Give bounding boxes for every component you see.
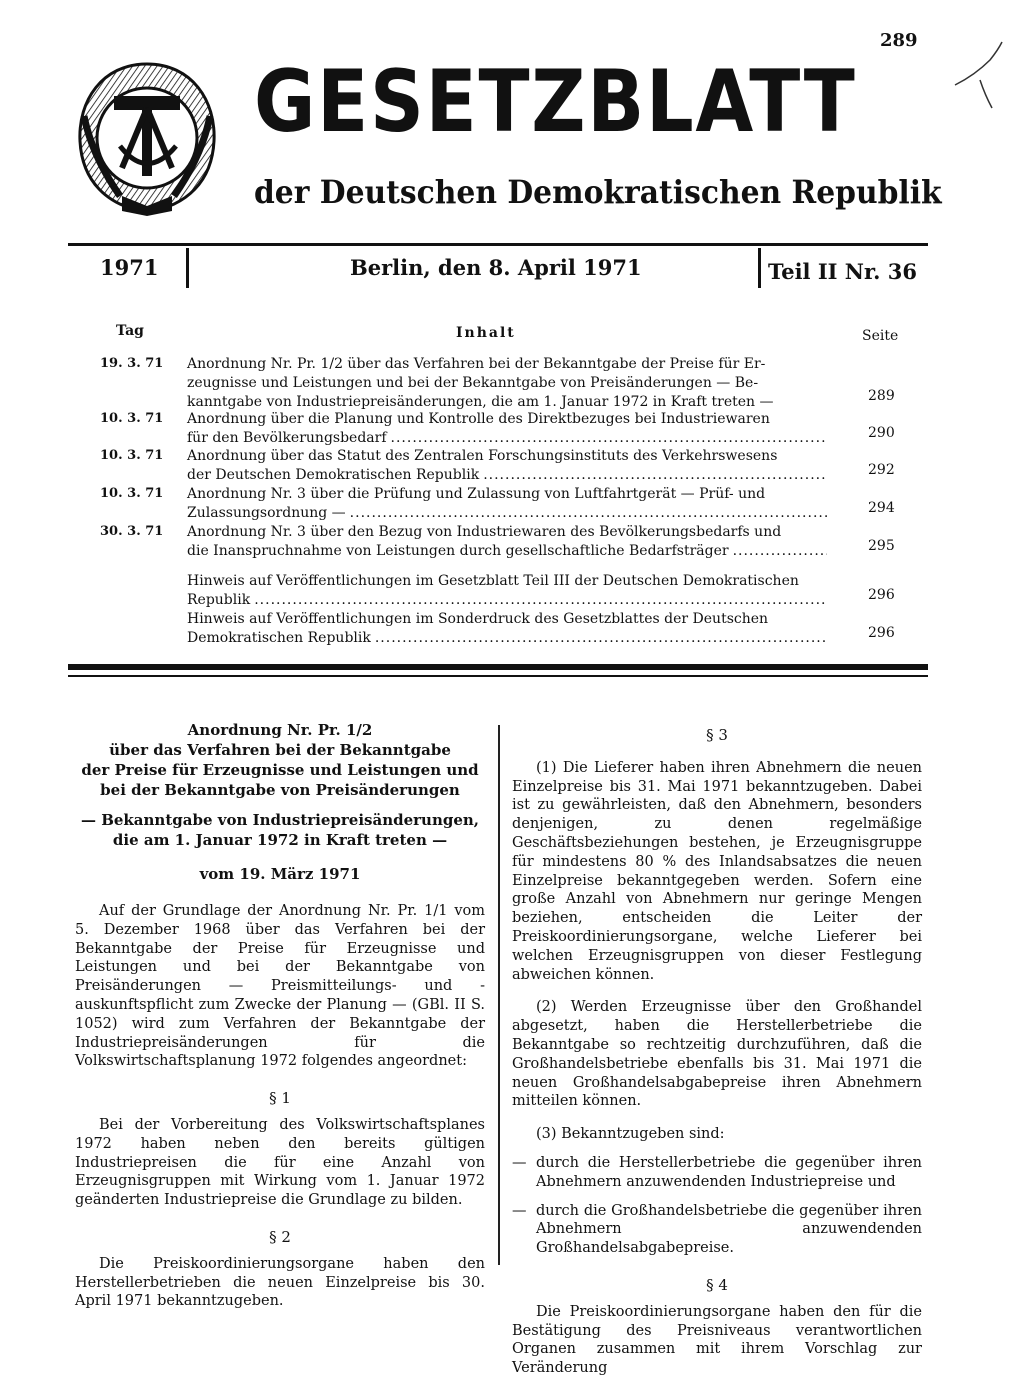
- article-title-line: bei der Bekanntgabe von Preisänderungen: [100, 781, 460, 799]
- toc-entry-line: für den Bevölkerungsbedarf: [187, 429, 387, 446]
- toc-entry-line: kanntgabe von Industriepreisänderungen, die am 1. Januar 1972 in Kraft treten —: [187, 393, 774, 410]
- page-number: 289: [880, 30, 918, 51]
- toc-entry-line: Republik: [187, 591, 251, 608]
- header-rule: [68, 243, 928, 246]
- toc-entry-page: 295: [868, 538, 895, 554]
- toc-entry-date: 10. 3. 71: [100, 411, 164, 426]
- article-subtitle-line: — Bekanntgabe von Industriepreisänderungen,: [80, 811, 480, 829]
- article-date: vom 19. März 1971: [199, 865, 361, 883]
- list-item: [512, 1154, 922, 1192]
- toc-column-contents: Inhalt: [456, 325, 516, 341]
- toc-entry-line: Hinweis auf Veröffentlichungen im Gesetzblatt Teil III der Deutschen Demokratischen: [187, 573, 799, 589]
- section-heading: § 3: [706, 726, 728, 744]
- section-text: Die Preiskoordinierungsorgane haben den Herstellerbetrieben die neuen Einzelpreise bis 30. April 1971 bekanntzugeben.: [75, 1255, 485, 1310]
- column-divider: [498, 725, 500, 1265]
- issue-number: Teil II Nr. 36: [768, 259, 917, 284]
- toc-entry-line: Zulassungsordnung —: [187, 504, 346, 521]
- toc-column-date: Tag: [116, 323, 144, 339]
- toc-entry-page: 296: [868, 587, 895, 603]
- masthead-title: GESETZBLATT: [254, 52, 857, 152]
- section-paragraph: (2) Werden Erzeugnisse über den Großhandel abgesetzt, haben die Herstellerbetriebe die Bekanntgabe so rechtzeitig durchzuführen, daß die Großhandelsbetriebe ebenfalls bis 31. Mai 1971 die neuen Großhandelsabgabepreise ihren Abnehmern mitteilen können.: [512, 999, 922, 1110]
- section-paragraph: (3) Bekanntzugeben sind:: [536, 1126, 725, 1143]
- section-heading: § 2: [269, 1227, 291, 1246]
- article-right-column: [512, 720, 922, 1378]
- header-divider: [758, 248, 761, 288]
- article-title-line: der Preise für Erzeugnisse und Leistungen und: [81, 761, 479, 779]
- list-dash: —: [512, 1202, 527, 1219]
- list-dash: —: [512, 1154, 527, 1171]
- article-subtitle-line: die am 1. Januar 1972 in Kraft treten —: [112, 831, 448, 849]
- toc-entry-line: zeugnisse und Leistungen und bei der Bekanntgabe von Preisänderungen — Be-: [187, 374, 759, 391]
- toc-entry-line: Demokratischen Republik: [187, 629, 371, 646]
- list-item-text: durch die Herstellerbetriebe die gegenüber ihren Abnehmern anzuwendenden Industriepreise und: [536, 1154, 922, 1190]
- toc-entry-date: 10. 3. 71: [100, 448, 164, 463]
- toc-entry-line: der Deutschen Demokratischen Republik: [187, 466, 480, 483]
- handwritten-mark-icon: [950, 40, 1010, 110]
- article-left-column: [75, 720, 485, 1311]
- toc-entry-page: 290: [868, 425, 895, 441]
- section-text: Die Preiskoordinierungsorgane haben den für die Bestätigung des Preisniveaus verantwortlichen Organen zusammen mit ihrem Vorschlag zur Veränderung: [512, 1303, 922, 1377]
- masthead: [254, 52, 993, 212]
- toc-entry-page: 296: [868, 625, 895, 641]
- toc-entry-line: Anordnung über das Statut des Zentralen Forschungsinstituts des Verkehrswesens: [187, 448, 778, 464]
- article-preamble: Auf der Grundlage der Anordnung Nr. Pr. 1/1 vom 5. Dezember 1968 über das Verfahren bei der Bekanntgabe der Preise für Erzeugnisse und Leistungen und bei der Bekanntgabe von Preisänderungen — Preismitteilungs- und -auskunftspflicht zum Zwecke der Planung — (GBl. II S. 1052) wird zum Verfahren der Bekanntgabe der Industriepreisänderungen für die Volkswirtschaftsplanung 1972 folgendes angeordnet:: [75, 903, 485, 1070]
- list-item: [512, 1202, 922, 1258]
- toc-entry-page: 292: [868, 462, 895, 478]
- toc-entry-line: Anordnung über die Planung und Kontrolle des Direktbezuges bei Industriewaren: [187, 411, 770, 427]
- toc-rule: [68, 675, 928, 677]
- issue-year: 1971: [100, 255, 159, 280]
- toc-entry-page: 289: [868, 388, 895, 404]
- gdr-state-emblem-icon: [72, 56, 222, 218]
- toc-entry-date: 30. 3. 71: [100, 524, 164, 539]
- toc-entry-page: 294: [868, 500, 895, 516]
- section-heading: § 1: [269, 1089, 291, 1108]
- section-paragraph: (1) Die Lieferer haben ihren Abnehmern die neuen Einzelpreise bis 31. Mai 1971 bekanntzugeben. Dabei ist zu gewährleisten, daß den Abnehmern, besonders denjenigen, zu denen regelmäßige Geschäftsbeziehungen bestehen, je Erzeugnisgruppe für mindestens 80 % des Inlandsabsatzes die neuen Einzelpreise bekanntgegeben werden. Sofern eine große Anzahl von Abnehmern nur geringe Mengen beziehen, entscheiden die Leiter der Preiskoordinierungsorgane, welche Lieferer bei welchen Erzeugnisgruppen von dieser Festlegung abweichen können.: [512, 759, 922, 983]
- masthead-subtitle: der Deutschen Demokratischen Republik: [254, 173, 942, 211]
- toc-entry-line: Anordnung Nr. Pr. 1/2 über das Verfahren bei der Bekanntgabe der Preise für Er-: [187, 356, 766, 372]
- toc-column-page: Seite: [862, 328, 899, 344]
- section-heading: § 4: [706, 1275, 728, 1294]
- list-item-text: durch die Großhandelsbetriebe die gegenüber ihren Abnehmern anzuwendenden Großhandelsabgabepreise.: [536, 1202, 922, 1257]
- article-title-line: Anordnung Nr. Pr. 1/2: [187, 721, 373, 739]
- toc-entry-line: Anordnung Nr. 3 über die Prüfung und Zulassung von Luftfahrtgerät — Prüf- und: [187, 486, 766, 502]
- header-divider: [186, 248, 189, 288]
- section-text: Bei der Vorbereitung des Volkswirtschaftsplanes 1972 haben neben den bereits gültigen Industriepreisen die für eine Anzahl von Erzeugnisgruppen mit Wirkung vom 1. Januar 1972 geänderten Industriepreise die Grundlage zu bilden.: [75, 1116, 485, 1209]
- toc-entry-line: die Inanspruchnahme von Leistungen durch gesellschaftliche Bedarfsträger: [187, 542, 729, 559]
- toc-entry-line: Anordnung Nr. 3 über den Bezug von Industriewaren des Bevölkerungsbedarfs und: [187, 524, 782, 540]
- toc-entry-line: Hinweis auf Veröffentlichungen im Sonderdruck des Gesetzblattes der Deutschen: [187, 611, 769, 627]
- article-title-line: über das Verfahren bei der Bekanntgabe: [109, 741, 451, 759]
- toc-rule: [68, 664, 928, 670]
- issue-date: Berlin, den 8. April 1971: [350, 255, 642, 280]
- toc-entry-date: 10. 3. 71: [100, 486, 164, 501]
- toc-entry-date: 19. 3. 71: [100, 356, 164, 371]
